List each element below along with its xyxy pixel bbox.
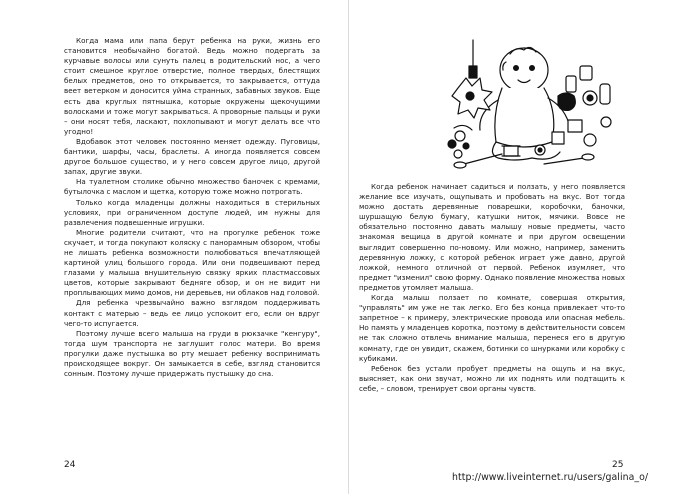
right-paragraph: Когда ребенок начинает садиться и ползать, у него появляется желание все изучать, ощупывать и пробовать на вкус. Вот тогда можно достать деревянные поварешки, коробочки, баночки, шуршащую белую бумагу, катушки ниток, мячики. Вовсе не обязательно постоянно давать малышу новые предметы, часто знакомая вещица в другой комнате и при другом освещении выглядит совершенно по-новому. Или можно, например, заменить деревянную ложку, с которой ребенок играет уже давно, другой ложкой, немного отличной от первой. Ребенок изумляет, что предмет "изменил" свою форму. Однако появление множества новых предметов утомляет малыша. (359, 182, 625, 292)
left-paragraph: Для ребенка чрезвычайно важно взглядом поддерживать контакт с матерью – ведь ее лицо успокоит его, если он вдруг чего-то испугается. (64, 298, 320, 328)
left-paragraph: Вдобавок этот человек постоянно меняет одежду. Пуговицы, бантики, шарфы, часы, браслеты. А иногда появляется совсем другое большое существо, и у него совсем другое лицо, другой запах, другие звуки. (64, 136, 320, 177)
right-paragraph: Ребенок без устали пробует предметы на ощупь и на вкус, выясняет, как они звучат, можно ли их поднять или подтащить к себе, – словом, тренирует свои органы чувств. (359, 363, 625, 393)
right-page-number: 25 (612, 460, 624, 470)
left-page-text (64, 36, 320, 379)
left-paragraph: На туалетном столике обычно множество баночек с кремами, бутылочка с маслом и щетка, которую тоже можно потрогать. (64, 177, 320, 197)
left-page (0, 0, 349, 494)
left-paragraph: Многие родители считают, что на прогулке ребенок тоже скучает, и тогда покупают коляску с панорамным обзором, чтобы не лишать ребенка возможности полюбоваться впечатляющей картиной улиц большого города. Или они подвешивают перед глазами у малыша внушительную связку ярких пластмассовых цветов, которые закрывают бедняге обзор, и он не видит ни проплывающих мимо домов, ни деревьев, ни облаков над головой. (64, 227, 320, 298)
left-paragraph: Когда мама или папа берут ребенка на руки, жизнь его становится необычайно богатой. Ведь можно подергать за курчавые волосы или сунуть палец в родительский нос, а чего стоит смешное круглое отверстие, полное твердых, блестящих белых предметов, оно то открывается, то закрывается, оттуда веет ветерком и доносится уйма странных, забавных звуков. Еще есть два круглых пятнышка, которые окружены щекочущими волосками и тоже могут закрываться. А проворные пальцы и руки – они носят тебя, ласкают, похлопывают и могут делать все что угодно! (64, 36, 320, 136)
baby-with-toys-drawing-icon (440, 36, 618, 172)
right-page-text (359, 182, 625, 394)
watermark-url[interactable]: http://www.liveinternet.ru/users/galina_o/ (452, 472, 649, 483)
left-paragraph: Поэтому лучше всего малыша на груди в рюкзачке "кенгуру", тогда шум транспорта не заглушит голос матери. Во время прогулки даже пустышка во рту мешает ребенку воспринимать происходящее вокруг. Он замыкается в себе, взгляд становится сонным. Поэтому лучше придержать пустышку до сна. (64, 328, 320, 379)
right-paragraph: Когда малыш ползает по комнате, совершая открытия, "управлять" им уже не так легко. Его без конца привлекает что-то запретное – к примеру, электрические провода или опасная мебель. Но память у младенцев коротка, поэтому в действительности совсем не так сложно отвлечь внимание малыша, перенеся его в другую комнату, где он увидит, скажем, ботинки со шнурками или коробку с кубиками. (359, 293, 625, 363)
left-page-number: 24 (64, 460, 76, 470)
left-paragraph: Только когда младенцы должны находиться в стерильных условиях, при ограниченном доступе людей, им нужны для развлечения подвешенные игрушки. (64, 197, 320, 227)
